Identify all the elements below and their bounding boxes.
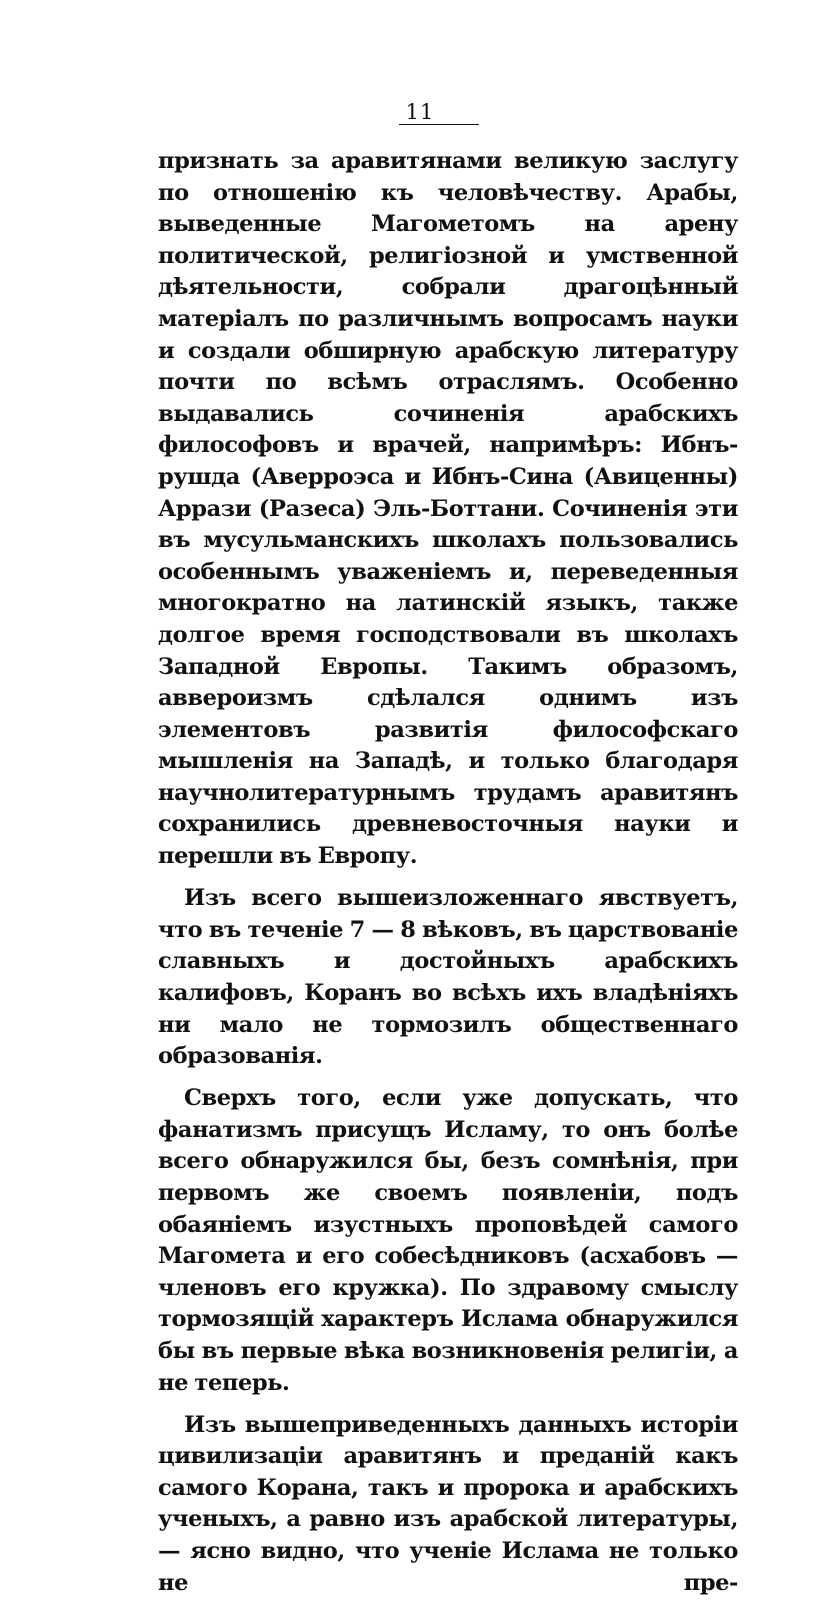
paragraph-1: признать за аравитянами великую заслугу по отношенію къ человѣчеству. Арабы, выведенные Магометомъ на арену политической, религіозной и умственной дѣятельности, собрали драгоцѣнный матеріалъ по различнымъ вопросамъ науки и создали обширную арабскую литературу почти по всѣмъ отраслямъ. Особенно выдавались сочиненія арабскихъ философовъ и врачей, напримѣръ: Ибнъ-рушда (Аверроэса и Ибнъ-Сина (Авиценны) Аррази (Разеса) Эль-Боттани. Сочиненія эти въ мусульманскихъ школахъ пользовались особеннымъ уваженіемъ и, переведенныя многократно на латинскій языкъ, также долгое время господствовали въ школахъ Западной Европы. Такимъ образомъ, аввероизмъ сдѣлался однимъ изъ элементовъ развитія философскаго мышленія на Западѣ, и только благодаря научнолитературнымъ трудамъ аравитянъ сохранились древневосточныя науки и перешли въ Европу.: [158, 148, 738, 870]
page-number-rule: [399, 124, 479, 125]
body-text: [158, 146, 738, 1610]
page-number: 11: [405, 100, 435, 124]
paragraph-3: Сверхъ того, если уже допускать, что фанатизмъ присущъ Исламу, то онъ болѣе всего обнаружился бы, безъ сомнѣнія, при первомъ же своемъ появленіи, подъ обаяніемъ изустныхъ проповѣдей самого Магомета и его собесѣдниковъ (асхабовъ — членовъ его кружка). По здравому смыслу тормозящій характеръ Ислама обнаружился бы въ первые вѣка возникновенія религіи, а не теперь.: [158, 1085, 738, 1396]
paragraph-4: Изъ вышеприведенныхъ данныхъ исторіи цивилизаціи аравитянъ и преданій какъ самого Корана, такъ и пророка и арабскихъ ученыхъ, а равно изъ арабской литературы, — ясно видно, что ученіе Ислама не только не пре-: [158, 1411, 738, 1596]
paragraph-2: Изъ всего вышеизложеннаго явствуетъ, что въ теченіе 7 — 8 вѣковъ, въ царствованіе славныхъ и достойныхъ арабскихъ калифовъ, Коранъ во всѣхъ ихъ владѣніяхъ ни мало не тормозилъ общественнаго образованія.: [158, 885, 738, 1070]
